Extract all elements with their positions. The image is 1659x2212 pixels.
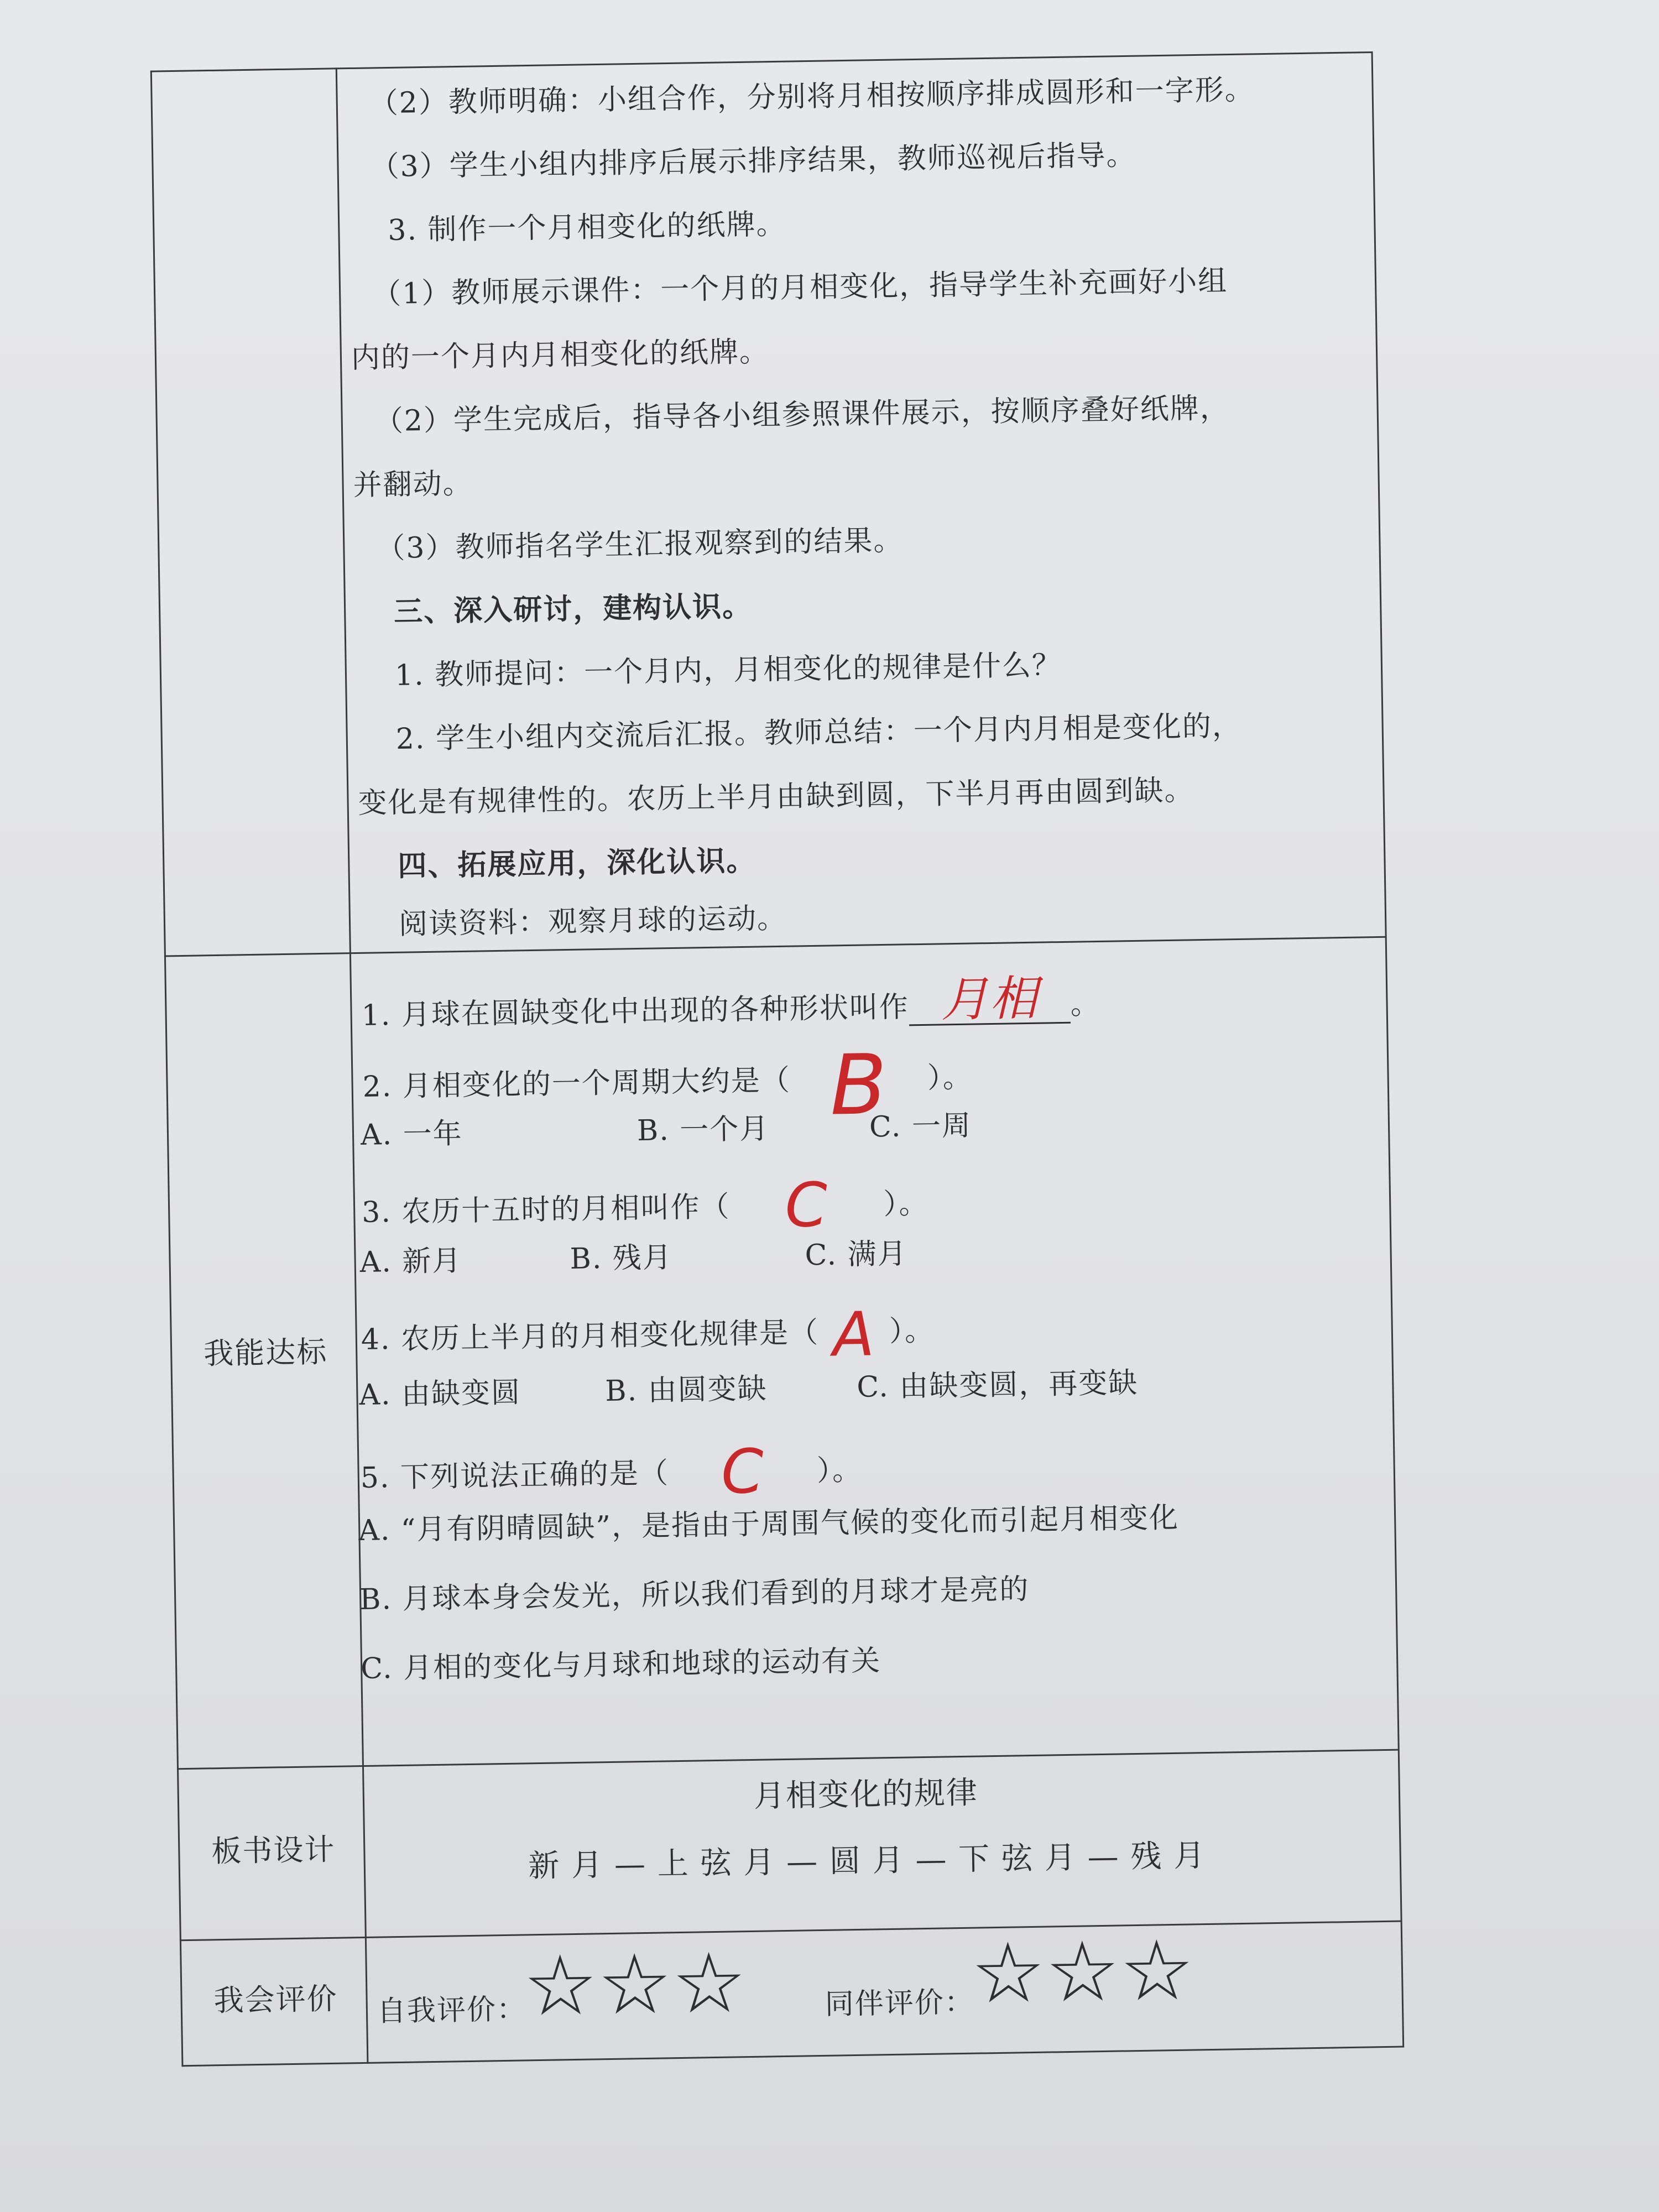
quiz-section-label: 我能达标 [203, 1334, 328, 1371]
procedure-line-14: 阅读资料：观察月球的运动。 [398, 901, 787, 941]
quiz-q4-text: 4. 农历上半月的月相变化规律是（ [361, 1316, 820, 1357]
quiz-q5-option-c: C. 月相的变化与月球和地球的运动有关 [360, 1644, 881, 1686]
quiz-q4-option-b: B. 由圆变缺 [604, 1372, 768, 1408]
procedure-line-1: （2）教师明确：小组合作，分别将月相按顺序排成圆形和一字形。 [369, 73, 1255, 121]
quiz-q4-option-c: C. 由缺变圆，再变缺 [856, 1366, 1139, 1404]
quiz-q3-text: 3. 农历十五时的月相叫作（ [361, 1190, 731, 1229]
quiz-q1-text: 1. 月球在圆缺变化中出现的各种形状叫作 [361, 990, 910, 1032]
procedure-heading-4: 四、拓展应用，深化认识。 [397, 843, 757, 883]
quiz-q1-answer-blank [909, 971, 1071, 1028]
procedure-line-10: 1. 教师提问：一个月内，月相变化的规律是什么？ [394, 648, 1062, 692]
procedure-line-2: （3）学生小组内排序后展示排序结果，教师巡视后指导。 [370, 138, 1136, 184]
peer-evaluation-label: 同伴评价： [825, 1985, 975, 2021]
table-right-border [1371, 51, 1405, 2048]
evaluation-section-label: 我会评价 [213, 1981, 338, 2018]
procedure-line-8: （3）教师指名学生汇报观察到的结果。 [375, 524, 904, 566]
table-left-border [150, 71, 184, 2067]
quiz-q5-close: ）。 [816, 1453, 863, 1488]
quiz-q2-option-a: A. 一年 [360, 1117, 463, 1152]
lesson-plan-table [117, 51, 1442, 2067]
procedure-heading-3: 三、深入研讨，建构认识。 [393, 589, 753, 629]
self-evaluation-stars: ☆☆☆ [522, 1935, 748, 2035]
quiz-q5-option-b: B. 月球本身会发光，所以我们看到的月球才是亮的 [359, 1573, 1030, 1617]
board-sequence: 新 月 — 上 弦 月 — 圆 月 — 下 弦 月 — 残 月 [528, 1838, 1206, 1885]
board-section-label: 板书设计 [211, 1832, 336, 1869]
board-title: 月相变化的规律 [753, 1775, 979, 1814]
quiz-q1-period: 。 [1070, 987, 1101, 1021]
quiz-q4-option-a: A. 由缺变圆 [358, 1376, 521, 1412]
quiz-question-4 [361, 1298, 935, 1373]
quiz-q2-text: 2. 月相变化的一个周期大约是（ [362, 1063, 791, 1104]
quiz-q2-close: ）。 [927, 1061, 973, 1095]
procedure-line-12: 变化是有规律性的。农历上半月由缺到圆，下半月再由圆到缺。 [358, 774, 1194, 820]
procedure-line-7: 并翻动。 [353, 467, 473, 502]
quiz-q3-option-a: A. 新月 [359, 1244, 462, 1279]
quiz-question-1 [361, 971, 1101, 1035]
quiz-q5-handwritten-answer: C [720, 1436, 765, 1507]
row-divider-procedure [164, 936, 1386, 957]
self-evaluation-label: 自我评价： [377, 1992, 527, 2028]
quiz-q2-option-b: B. 一个月 [637, 1112, 770, 1148]
quiz-q5-text: 5. 下列说法正确的是（ [360, 1457, 670, 1495]
procedure-line-4: （1）教师展示课件：一个月的月相变化，指导学生补充画好小组 [372, 264, 1228, 311]
quiz-q4-close: ）。 [889, 1314, 935, 1348]
row-divider-quiz [177, 1749, 1399, 1770]
quiz-q5-option-a: A. “月有阴晴圆缺”，是指由于周围气候的变化而引起月相变化 [358, 1501, 1180, 1548]
procedure-line-3: 3. 制作一个月相变化的纸牌。 [387, 207, 786, 247]
quiz-q3-close: ）。 [883, 1187, 929, 1222]
procedure-line-11: 2. 学生小组内交流后汇报。教师总结：一个月内月相是变化的， [395, 709, 1243, 756]
peer-evaluation-stars: ☆☆☆ [970, 1922, 1195, 2022]
quiz-q1-handwritten-answer: 月相 [940, 971, 1039, 1028]
quiz-q3-option-c: C. 满月 [805, 1237, 908, 1272]
quiz-question-5 [360, 1436, 863, 1508]
quiz-q3-handwritten-answer: C [784, 1169, 830, 1241]
quiz-q4-handwritten-answer: A [832, 1298, 877, 1370]
row-divider-board [180, 1921, 1402, 1942]
quiz-q2-option-c: C. 一周 [869, 1109, 972, 1144]
quiz-q3-option-b: B. 残月 [570, 1241, 673, 1276]
quiz-q2-handwritten-answer: B [829, 1036, 889, 1134]
procedure-line-6: （2）学生完成后，指导各小组参照课件展示，按顺序叠好纸牌， [374, 392, 1230, 439]
procedure-line-5: 内的一个月内月相变化的纸牌。 [351, 335, 770, 375]
quiz-question-3 [361, 1169, 929, 1243]
